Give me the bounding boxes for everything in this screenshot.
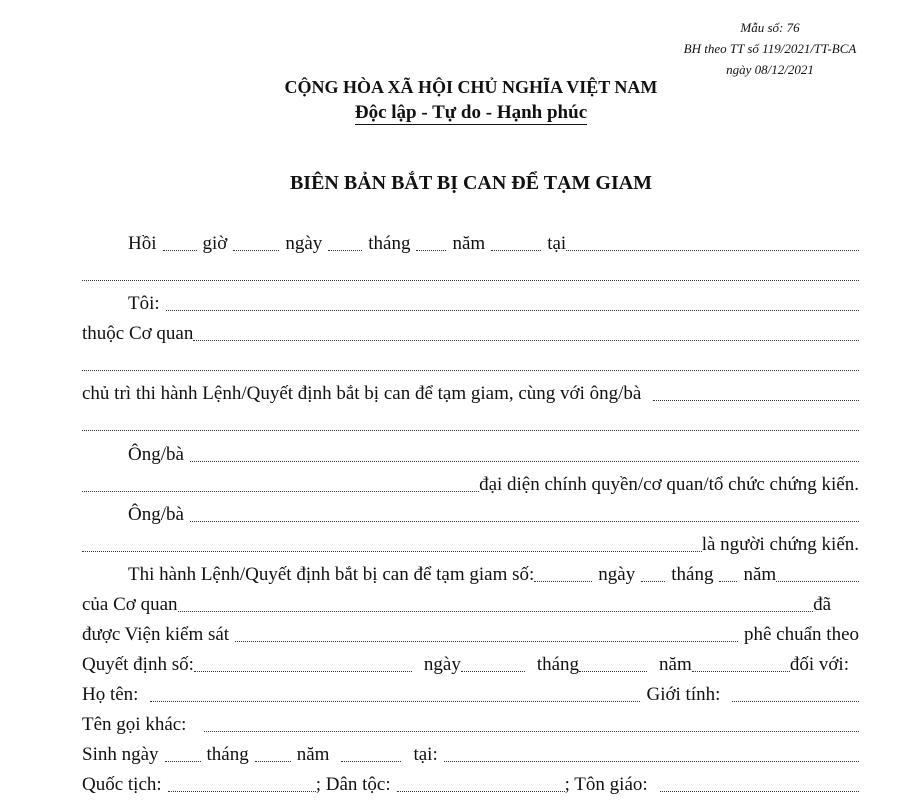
label-toi: Tôi:: [128, 293, 160, 314]
label-dan-toc: ; Dân tộc:: [315, 774, 391, 795]
document-title: BIÊN BẢN BẮT BỊ CAN ĐỂ TẠM GIAM: [289, 172, 653, 194]
field-ho-ten[interactable]: [150, 700, 640, 702]
field-quoc-tich[interactable]: [168, 790, 316, 792]
label-ngay: ngày: [285, 233, 323, 254]
field-tai[interactable]: [566, 249, 859, 251]
line-blank-1: [82, 259, 859, 289]
form-number: Mẫu số: 76: [740, 20, 800, 35]
form-issued-by: BH theo TT số 119/2021/TT-BCA: [683, 41, 857, 56]
field-qd-thang[interactable]: [579, 670, 647, 672]
field-gio[interactable]: [233, 249, 279, 251]
label-qd-thang: tháng: [536, 654, 580, 675]
label-sinh-thang: tháng: [206, 744, 249, 765]
field-ong-ba-1[interactable]: [190, 460, 859, 462]
field-ton-giao[interactable]: [660, 790, 859, 792]
motto-text: Độc lập - Tự do - Hạnh phúc: [354, 102, 588, 123]
label-ngay-lenh: ngày: [598, 564, 636, 585]
label-tai: tại: [547, 233, 567, 254]
field-hoi[interactable]: [163, 249, 197, 251]
line-ong-ba-2: [82, 500, 859, 530]
label-gioi-tinh: Giới tính:: [646, 684, 721, 705]
line-quoc-tich: [82, 770, 859, 800]
line-ho-ten: [82, 680, 859, 710]
label-qd-nam: năm: [659, 654, 692, 675]
label-ton-giao: ; Tôn giáo:: [564, 774, 648, 795]
label-nguoi-chung-kien: là người chứng kiến.: [701, 534, 859, 555]
field-co-quan[interactable]: [193, 339, 859, 341]
label-thang: tháng: [368, 233, 411, 254]
label-dai-dien: đại diện chính quyền/cơ quan/tổ chức chứng kiến.: [479, 474, 859, 495]
label-phe-chuan: phê chuẩn theo: [743, 624, 859, 645]
label-chu-tri: chủ trì thi hành Lệnh/Quyết định bắt bị can để tạm giam, cùng với ông/bà: [82, 383, 642, 404]
field-qd-nam[interactable]: [692, 670, 790, 672]
field-co-quan-cont[interactable]: [82, 369, 859, 371]
field-ngay[interactable]: [328, 249, 362, 251]
line-chu-tri: [82, 379, 859, 409]
field-sinh-tai[interactable]: [444, 760, 859, 762]
line-ong-ba-1: [82, 440, 859, 470]
line-toi: [82, 289, 859, 319]
label-gio: giờ: [202, 233, 228, 254]
label-ho-ten: Họ tên:: [82, 684, 139, 705]
label-da: đã: [813, 594, 831, 615]
label-sinh-tai: tại:: [413, 744, 438, 765]
label-ong-ba-2: Ông/bà: [128, 504, 184, 525]
field-cung-voi[interactable]: [653, 399, 859, 401]
label-sinh-nam: năm: [296, 744, 330, 765]
line-quyet-dinh: [82, 650, 859, 680]
field-qd-so[interactable]: [194, 670, 412, 672]
label-thang-lenh: tháng: [671, 564, 714, 585]
line-blank-3: [82, 409, 859, 439]
label-ong-ba-1: Ông/bà: [128, 444, 184, 465]
field-gioi-tinh[interactable]: [732, 700, 859, 702]
line-blank-2: [82, 349, 859, 379]
label-thi-hanh: Thi hành Lệnh/Quyết định bắt bị can để tạm giam số:: [128, 564, 535, 585]
label-cua-co-quan: của Cơ quan: [82, 594, 178, 615]
line-ten-goi-khac: [82, 710, 859, 740]
field-so-lenh[interactable]: [534, 580, 592, 582]
line-vks: [82, 620, 859, 650]
field-ong-ba-1-cont[interactable]: [82, 490, 479, 492]
field-nam-lenh[interactable]: [776, 580, 859, 582]
field-sinh-nam[interactable]: [341, 760, 401, 762]
label-thuoc-co-quan: thuộc Cơ quan: [82, 323, 194, 344]
field-cua-co-quan[interactable]: [178, 610, 814, 612]
line-dai-dien: [82, 470, 859, 500]
label-quoc-tich: Quốc tịch:: [82, 774, 162, 795]
form-issued-date: ngày 08/12/2021: [726, 62, 814, 77]
label-nam: năm: [452, 233, 486, 254]
field-sinh-ngay[interactable]: [165, 760, 201, 762]
label-qd-ngay: ngày: [423, 654, 461, 675]
line-cua-co-quan: [82, 590, 859, 620]
field-ten-goi-khac[interactable]: [204, 730, 859, 732]
field-thang[interactable]: [416, 249, 446, 251]
field-vks[interactable]: [235, 640, 738, 642]
field-qd-ngay[interactable]: [461, 670, 525, 672]
label-hoi: Hồi: [128, 233, 157, 254]
field-dan-toc[interactable]: [397, 790, 565, 792]
line-time-place: [82, 229, 859, 259]
label-ten-goi-khac: Tên gọi khác:: [82, 714, 187, 735]
label-nam-lenh: năm: [743, 564, 777, 585]
label-vks: được Viện kiểm sát: [82, 624, 230, 645]
line-co-quan: [82, 319, 859, 349]
field-thang-lenh[interactable]: [719, 580, 737, 582]
nation-heading: CỘNG HÒA XÃ HỘI CHỦ NGHĨA VIỆT NAM: [284, 77, 658, 97]
label-qd-so: Quyết định số:: [82, 654, 194, 675]
field-cung-voi-cont[interactable]: [82, 429, 859, 431]
line-nguoi-chung-kien: [82, 530, 859, 560]
field-sinh-thang[interactable]: [255, 760, 291, 762]
field-tai-cont[interactable]: [82, 279, 859, 281]
field-nam[interactable]: [491, 249, 541, 251]
form-meta: [640, 17, 900, 80]
line-sinh-ngay: [82, 740, 859, 770]
line-thi-hanh: [82, 560, 859, 590]
label-sinh-ngay: Sinh ngày: [82, 744, 159, 765]
motto-heading: [0, 102, 904, 124]
field-ong-ba-2[interactable]: [190, 520, 859, 522]
field-toi[interactable]: [166, 309, 859, 311]
field-ong-ba-2-cont[interactable]: [82, 550, 702, 552]
field-ngay-lenh[interactable]: [641, 580, 665, 582]
label-doi-voi: đối với:: [789, 654, 849, 675]
